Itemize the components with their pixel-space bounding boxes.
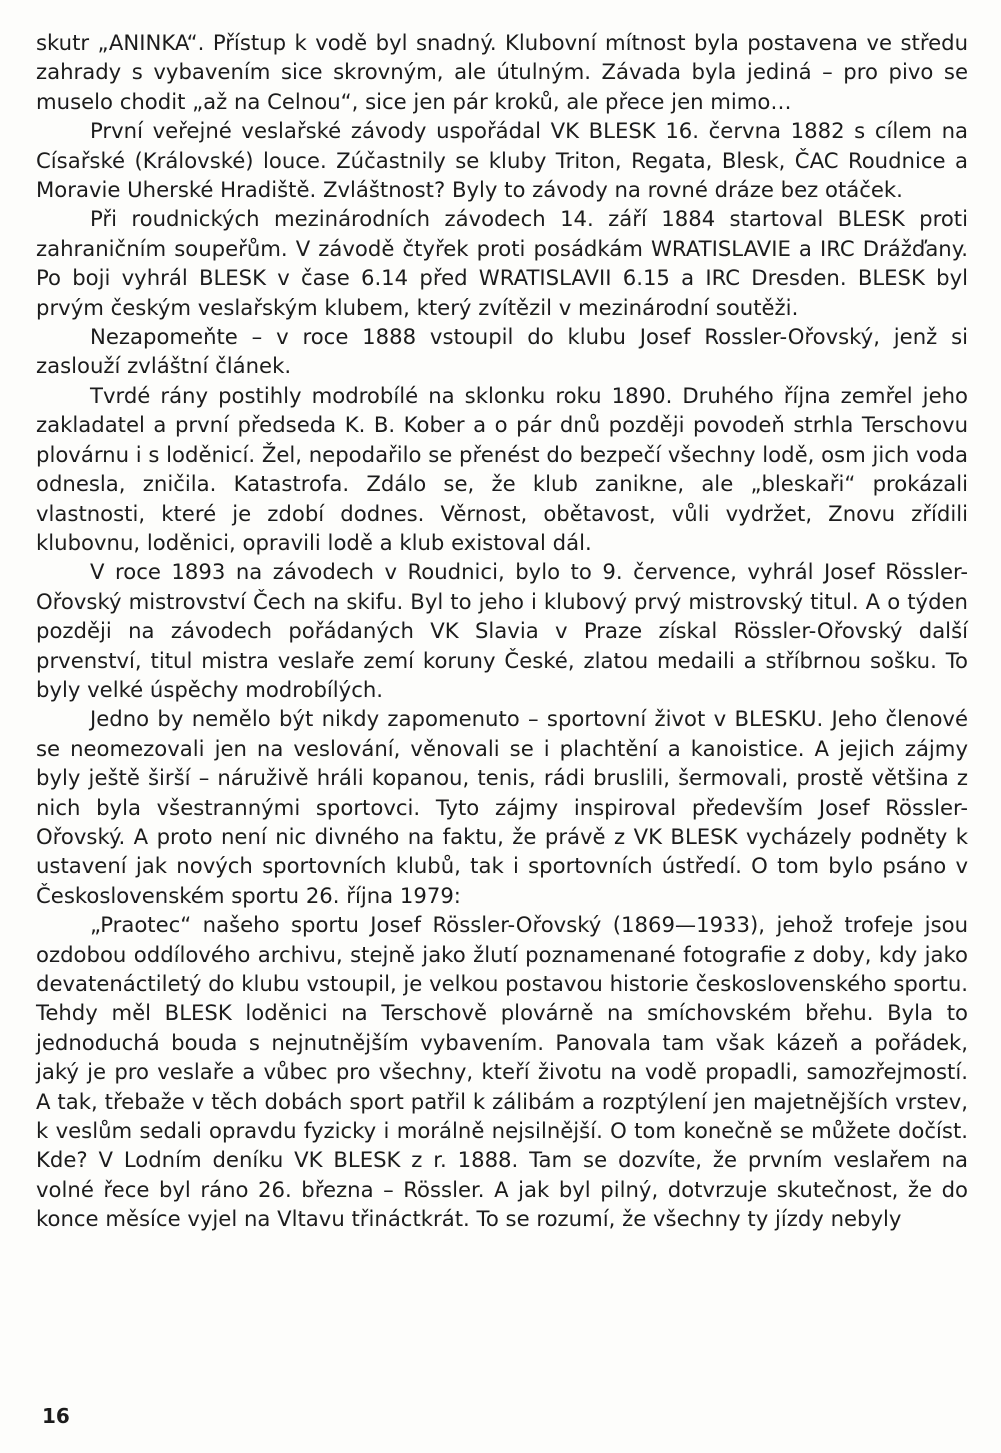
page-number: 16 <box>42 1404 70 1428</box>
paragraph-3: Při roudnických mezinárodních závodech 14. září 1884 startoval BLESK proti zahraničním soupeřům. V závodě čtyřek proti posádkám WRATISLAVIE a IRC Drážďany. Po boji vyhrál BLESK v čase 6.14 před WRATISLAVII 6.15 a IRC Dresden. BLESK byl prvým českým veslařským klubem, který zvítězil v mezinárodní soutěži. <box>36 206 968 320</box>
paragraph-5: Tvrdé rány postihly modrobílé na sklonku roku 1890. Druhého října zemřel jeho zakladatel a první předseda K. B. Kober a o pár dnů později povodeň strhla Terschovu plovárnu i s loděnicí. Žel, nepodařilo se přenést do bezpečí všechny lodě, osm jich voda odnesla, zničila. Katastrofa. Zdálo se, že klub zanikne, ale „bleskaři“ prokázali vlastnosti, které je zdobí dodnes. Věrnost, obětavost, vůli vydržet, Znovu zřídili klubovnu, loděnici, opravili lodě a klub existoval dál. <box>36 382 968 555</box>
paragraph-8: „Praotec“ našeho sportu Josef Rössler-Ořovský (1869—1933), jehož trofeje jsou ozdobou oddílového archivu, stejně jako žlutí poznamenané fotografie z doby, kdy jako devatenáctiletý do klubu vstoupil, je velkou postavou historie československého sportu. Tehdy měl BLESK loděnici na Terschově plovárně na smíchovském břehu. Byla to jednoduchá bouda s nejnutnějším vybavením. Panovala tam však kázeň a pořádek, jaký je pro veslaře a vůbec pro všechny, kteří životu na vodě propadli, samozřejmostí. A tak, třebaže v těch dobách sport patřil k zálibám a rozptýlení jen majetnějších vrstev, k veslům sedali opravdu fyzicky i morálně nejsilnější. O tom konečně se můžete dočíst. Kde? V Lodním deníku VK BLESK z r. 1888. Tam se dozvíte, že prvním veslařem na volné řece byl ráno 26. března – Rössler. A jak byl pilný, dotvrzuje skutečnost, že do konce měsíce vyjel na Vltavu třináctkrát. To se rozumí, že všechny ty jízdy nebyly <box>36 912 969 1232</box>
paragraph-7: Jedno by nemělo být nikdy zapomenuto – sportovní život v BLESKU. Jeho členové se neomezovali jen na veslování, věnovali se i plachtění a kanoistice. A jejich zájmy byly ještě širší – náruživě hráli kopanou, tenis, rádi bruslili, šermovali, prostě většina z nich byla všestrannými sportovci. Tyto zájmy inspiroval především Josef Rössler-Ořovský. A proto není nic divného na faktu, že právě z VK BLESK vycházely podněty k ustavení jak nových sportovních klubů, tak i sportovních ústředí. O tom bylo psáno v Československém sportu 26. října 1979: <box>36 706 968 908</box>
page-body <box>36 28 968 1234</box>
paragraph-6: V roce 1893 na závodech v Roudnici, bylo to 9. července, vyhrál Josef Rössler-Ořovský mistrovství Čech na skifu. Byl to jeho i klubový prvý mistrovský titul. A o týden později na závodech pořádaných VK Slavia v Praze získal Rössler-Ořovský další prvenství, titul mistra veslaře zemí koruny České, zlatou medaili a stříbrnou sošku. To byly velké úspěchy modrobílých. <box>36 559 968 702</box>
paragraph-2: První veřejné veslařské závody uspořádal VK BLESK 16. června 1882 s cílem na Císařské (Královské) louce. Zúčastnily se kluby Triton, Regata, Blesk, ČAC Roudnice a Moravie Uherské Hradiště. Zvláštnost? Byly to závody na rovné dráze bez otáček. <box>36 118 968 203</box>
paragraph-1: skutr „ANINKA“. Přístup k vodě byl snadný. Klubovní mítnost byla postavena ve středu zahrady s vybavením sice skrovným, ale útulným. Závada byla jediná – pro pivo se muselo chodit „až na Celnou“, sice jen pár kroků, ale přece jen mimo… <box>36 30 968 114</box>
paragraph-4: Nezapomeňte – v roce 1888 vstoupil do klubu Josef Rossler-Ořovský, jenž si zaslouží zvláštní článek. <box>36 324 968 379</box>
